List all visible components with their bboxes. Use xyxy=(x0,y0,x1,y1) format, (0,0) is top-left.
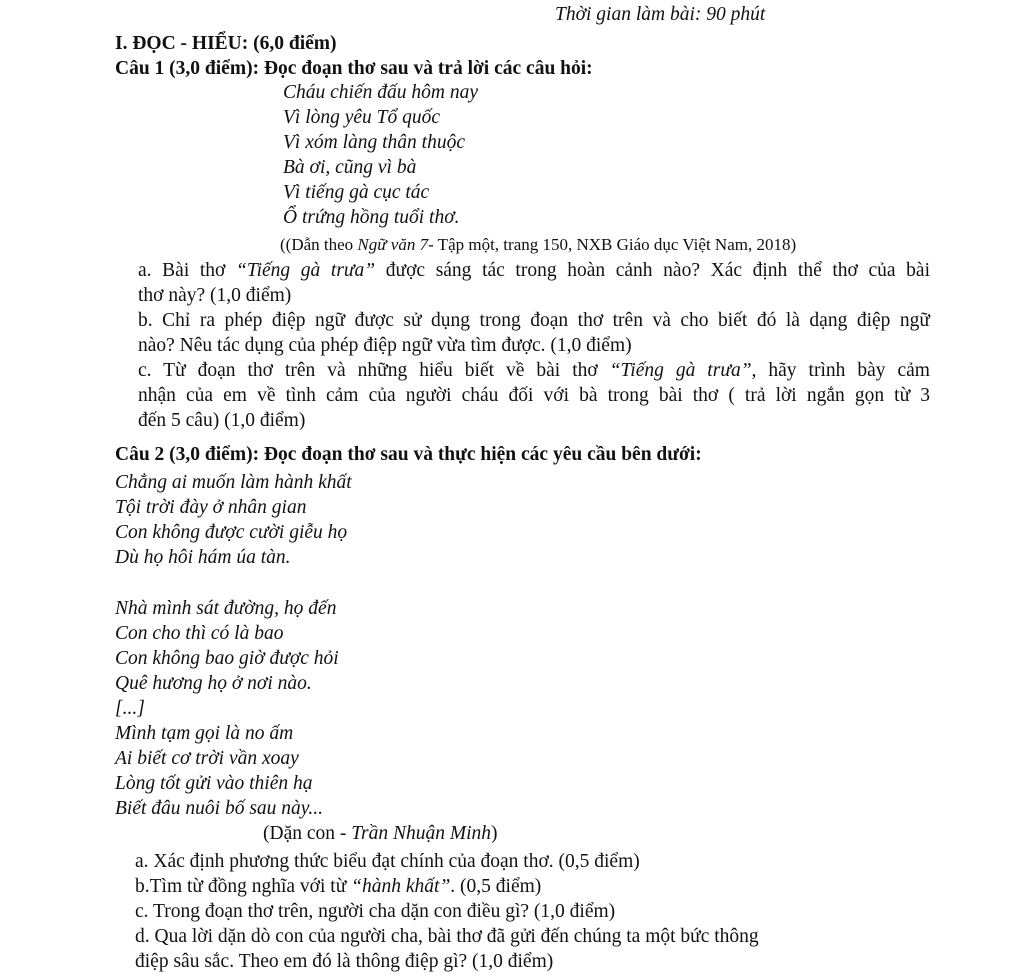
poem2-line: Con không được cười giễu họ xyxy=(115,522,348,543)
question-2c: c. Trong đoạn thơ trên, người cha dặn con điều gì? (1,0 điểm) xyxy=(135,901,616,922)
question-2d: d. Qua lời dặn dò con của người cha, bài thơ đã gửi đến chúng ta một bức thông xyxy=(135,926,759,947)
poem2-line: Con không bao giờ được hỏi xyxy=(115,648,339,669)
poem1-line: Ổ trứng hồng tuổi thơ. xyxy=(283,207,460,228)
poem2-line: Chẳng ai muốn làm hành khất xyxy=(115,472,352,493)
poem2-line: Dù họ hôi hám úa tàn. xyxy=(115,547,291,568)
poem2-line: Mình tạm gọi là no ấm xyxy=(115,723,294,744)
question-1a: a. Bài thơ “Tiếng gà trưa” được sáng tác trong hoàn cảnh nào? Xác định thể thơ của bài xyxy=(138,260,930,281)
time-limit: Thời gian làm bài: 90 phút xyxy=(555,4,766,25)
poem1-source: ((Dẫn theo Ngữ văn 7- Tập một, trang 150, NXB Giáo dục Việt Nam, 2018) xyxy=(280,235,797,254)
poem2-ellipsis: [...] xyxy=(115,698,145,719)
question-2a: a. Xác định phương thức biểu đạt chính của đoạn thơ. (0,5 điểm) xyxy=(135,851,640,872)
poem1-line: Bà ơi, cũng vì bà xyxy=(283,157,417,178)
question-2-heading: Câu 2 (3,0 điểm): Đọc đoạn thơ sau và thực hiện các yêu cầu bên dưới: xyxy=(115,444,702,465)
poem1-line: Vì xóm làng thân thuộc xyxy=(283,132,465,153)
poem2-line: Lòng tốt gửi vào thiên hạ xyxy=(115,773,313,794)
poem2-line: Quê hương họ ở nơi nào. xyxy=(115,673,312,694)
poem1-line: Vì tiếng gà cục tác xyxy=(283,182,430,203)
poem2-line: Ai biết cơ trời vần xoay xyxy=(115,748,299,769)
question-1a-cont: thơ này? (1,0 điểm) xyxy=(138,285,292,306)
question-1-heading: Câu 1 (3,0 điểm): Đọc đoạn thơ sau và trả lời các câu hỏi: xyxy=(115,58,593,79)
poem1-line: Vì lòng yêu Tổ quốc xyxy=(283,107,441,128)
question-1b-cont: nào? Nêu tác dụng của phép điệp ngữ vừa tìm được. (1,0 điểm) xyxy=(138,335,632,356)
poem2-line: Nhà mình sát đường, họ đến xyxy=(115,598,337,619)
question-1c-cont: nhận của em về tình cảm của người cháu đối với bà trong bài thơ ( trả lời ngắn gọn từ 3 xyxy=(138,385,930,406)
question-1c-cont: đến 5 câu) (1,0 điểm) xyxy=(138,410,306,431)
poem2-line: Biết đâu nuôi bố sau này... xyxy=(115,798,323,819)
section-title: I. ĐỌC - HIỂU: (6,0 điểm) xyxy=(115,33,337,54)
poem2-line: Tội trời đày ở nhân gian xyxy=(115,497,307,518)
question-2d-cont: điệp sâu sắc. Theo em đó là thông điệp gì? (1,0 điểm) xyxy=(135,951,554,972)
poem2-source: (Dặn con - Trần Nhuận Minh) xyxy=(263,823,498,844)
poem1-line: Cháu chiến đấu hôm nay xyxy=(283,82,478,103)
question-1c: c. Từ đoạn thơ trên và những hiểu biết về bài thơ “Tiếng gà trưa”, hãy trình bày cảm xyxy=(138,360,930,381)
poem2-line: Con cho thì có là bao xyxy=(115,623,284,644)
question-2b: b.Tìm từ đồng nghĩa với từ “hành khất”. (0,5 điểm) xyxy=(135,876,542,897)
question-1b: b. Chỉ ra phép điệp ngữ được sử dụng trong đoạn thơ trên và cho biết đó là dạng điệp ngữ xyxy=(138,310,930,331)
